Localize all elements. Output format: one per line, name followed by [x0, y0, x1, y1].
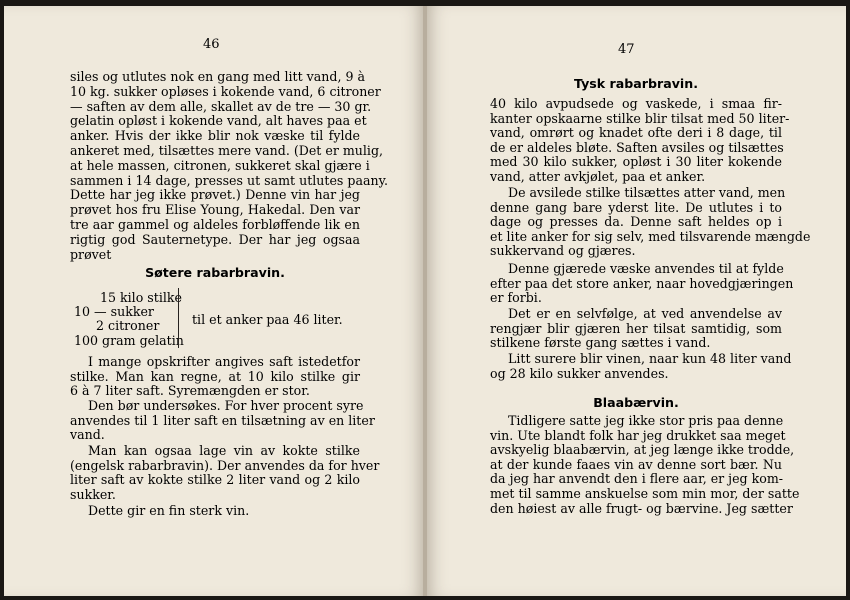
text-line: tre aar gammel og aldeles forbløffende lik en — [70, 217, 360, 232]
text-line: kanter opskaarne stilke blir tilsat med 50 liter- — [490, 110, 790, 126]
text-line: gelatin opløst i kokende vand, alt haves paa et — [70, 113, 367, 129]
recipe-note: til et anker paa 46 liter. — [192, 312, 343, 327]
text-line: de er aldeles bløte. Saften avsiles og tilsættes — [490, 139, 784, 155]
text-line: siles og utlutes nok en gang med litt vand, 9 à — [70, 69, 365, 84]
text-line: stilkene første gang sættes i vand. — [490, 335, 711, 351]
text-line: er forbi. — [490, 290, 542, 306]
text-line: 6 à 7 liter saft. Syremængden er stor. — [70, 383, 310, 399]
text-line: at hele massen, citronen, sukkeret skal gjære i — [70, 157, 370, 173]
text-line: Litt surere blir vinen, naar kun 48 liter vand — [508, 351, 792, 366]
text-line: rigtig god Sauternetype. Der har jeg ogsaa — [70, 231, 360, 247]
text-line: efter paa det store anker, naar hovedgjæringen — [490, 275, 794, 291]
page-number-right: 47 — [618, 42, 635, 57]
text-line: De avsilede stilke tilsættes atter vand, men — [508, 185, 786, 200]
text-line: 10 kg. sukker opløses i kokende vand, 6 citroner — [70, 83, 381, 99]
text-line: — saften av dem alle, skallet av de tre — 30 gr. — [70, 98, 372, 114]
text-line: den høiest av alle frugt- og bærvine. Jeg sætter — [490, 500, 793, 516]
text-line: dage og presses da. Denne saft heldes op i — [490, 214, 782, 230]
text-line: ankeret med, tilsættes mere vand. (Det er mulig, — [70, 143, 384, 158]
text-line: anker. Hvis der ikke blir nok væske til fylde — [70, 128, 360, 144]
text-line: Dette gir en fin sterk vin. — [88, 503, 250, 518]
heading-soetere-rabarbravin: Søtere rabarbravin. — [145, 265, 285, 280]
text-line: rengjær blir gjæren her tilsat samtidig, som — [490, 320, 782, 336]
text-line: Tidligere satte jeg ikke stor pris paa denne — [508, 413, 784, 428]
heading-tysk-rabarbravin: Tysk rabarbravin. — [574, 76, 698, 91]
text-line: at der kunde faaes vin av denne sort bær. Nu — [490, 456, 782, 472]
text-line: anvendes til 1 liter saft en tilsætning av en liter — [70, 412, 375, 428]
recipe-item: 10 — sukker — [74, 304, 154, 319]
text-line: et lite anker for sig selv, med tilsvarende mængde — [490, 228, 811, 244]
text-line: Dette har jeg ikke prøvet.) Denne vin har jeg — [70, 187, 360, 203]
text-line: Det er en selvfølge, at ved anvendelse av — [508, 306, 782, 321]
text-line: sukker. — [70, 486, 116, 502]
text-line: denne gang bare yderst lite. De utlutes i to — [490, 199, 782, 215]
text-line: sammen i 14 dage, presses ut samt utlutes paany. — [70, 172, 389, 188]
text-line: (engelsk rabarbravin). Der anvendes da for hver — [70, 457, 380, 473]
recipe-item: 15 kilo stilke — [100, 290, 182, 305]
heading-blaabaervin: Blaabærvin. — [593, 395, 679, 410]
recipe-item: 2 citroner — [96, 318, 160, 333]
text-line: liter saft av kokte stilke 2 liter vand og 2 kilo — [70, 472, 360, 488]
text-line: vand, atter avkjølet, paa et anker. — [490, 169, 706, 184]
text-line: met til samme anskuelse som min mor, der satte — [490, 486, 800, 501]
text-line: Den bør undersøkes. For hver procent syre — [88, 398, 364, 413]
text-line: I mange opskrifter angives saft istedetfor — [88, 354, 360, 369]
text-line: vand. — [70, 427, 105, 443]
text-line: vin. Ute blandt folk har jeg drukket saa meget — [490, 427, 786, 443]
text-line: stilke. Man kan regne, at 10 kilo stilke gir — [70, 368, 360, 384]
text-line: sukkervand og gjæres. — [490, 243, 636, 259]
text-line: prøvet hos fru Elise Young, Hakedal. Den var — [70, 202, 360, 218]
text-line: og 28 kilo sukker anvendes. — [490, 365, 669, 381]
text-line: da jeg har anvendt den i flere aar, er jeg kom- — [490, 471, 784, 487]
book-gutter — [423, 6, 427, 596]
text-line: 40 kilo avpudsede og vaskede, i smaa fir- — [490, 96, 782, 111]
text-line: avskyelig blaabærvin, at jeg længe ikke trodde, — [490, 442, 795, 458]
text-line: prøvet — [70, 246, 112, 262]
text-line: Denne gjærede væske anvendes til at fylde — [508, 261, 784, 276]
page-number-left: 46 — [203, 37, 220, 52]
recipe-brace — [178, 288, 183, 348]
text-line: vand, omrørt og knadet ofte deri i 8 dage, til — [490, 125, 782, 141]
recipe-item: 100 gram gelatin — [74, 333, 184, 348]
text-line: Man kan ogsaa lage vin av kokte stilke — [88, 443, 360, 458]
text-line: med 30 kilo sukker, opløst i 30 liter kokende — [490, 154, 782, 170]
